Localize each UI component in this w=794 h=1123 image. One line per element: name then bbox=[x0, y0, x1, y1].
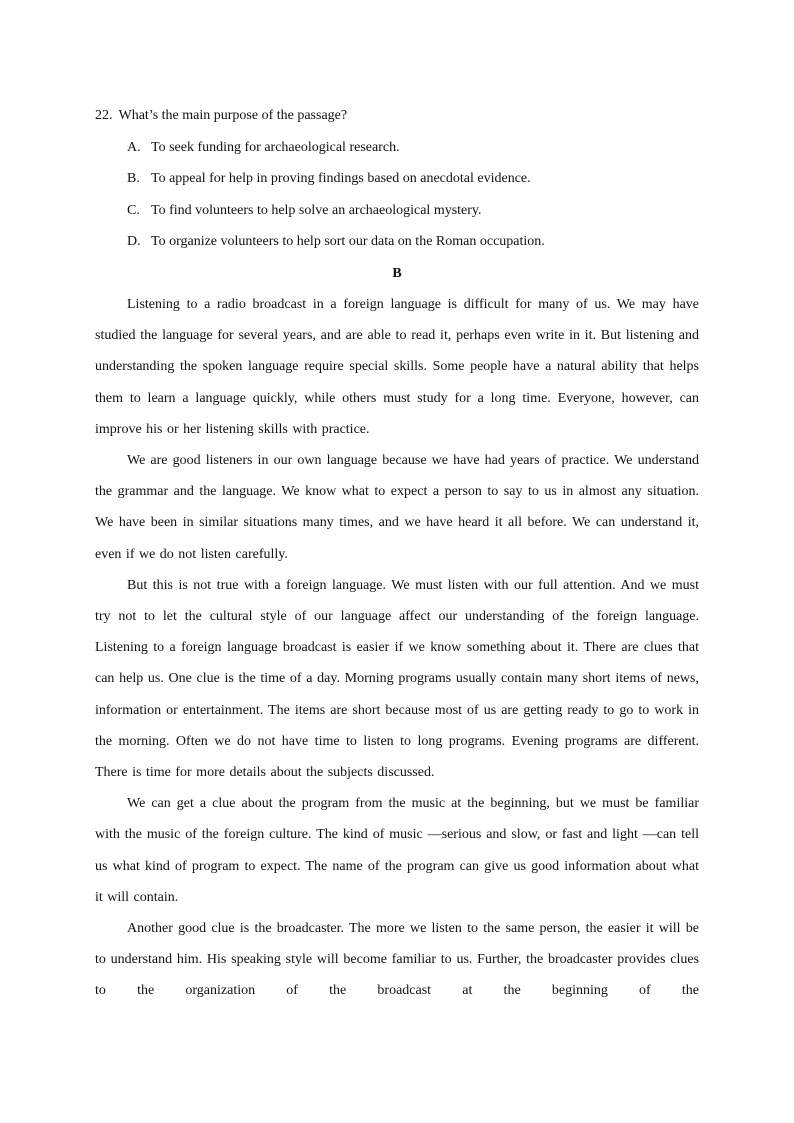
option-letter: A. bbox=[127, 139, 141, 155]
passage-paragraph-2: We are good listeners in our own language because we have had years of practice. We understand the grammar and the language. We know what to expect a person to say to us in almost any situation. We have been in similar situations many times, and we have heard it all before. We can understand it, even if we do not listen carefully. bbox=[95, 453, 699, 562]
option-text: To seek funding for archaeological research. bbox=[151, 139, 400, 155]
section-title: B bbox=[392, 265, 402, 281]
option-text: To organize volunteers to help sort our data on the Roman occupation. bbox=[151, 234, 545, 249]
option-letter: B. bbox=[127, 171, 140, 186]
document-page bbox=[95, 100, 699, 1007]
option-a bbox=[95, 132, 699, 164]
passage-paragraph-1: Listening to a radio broadcast in a foreign language is difficult for many of us. We may have studied the language for several years, and are able to read it, perhaps even write in it. But listening and understanding the spoken language require special skills. Some people have a natural ability that helps them to learn a language quickly, while others must study for a long time. Everyone, however, can improve his or her listening skills with practice. bbox=[95, 297, 699, 437]
option-b bbox=[95, 163, 699, 195]
question-stem-text: What’s the main purpose of the passage? bbox=[118, 108, 348, 123]
option-c bbox=[95, 195, 699, 227]
question-22 bbox=[95, 100, 699, 258]
passage-paragraph-5: Another good clue is the broadcaster. The more we listen to the same person, the easier it will be to understand him. His speaking style will become familiar to us. Further, the broadcaster provides clues to the organization of the broadcast at the beginning of the bbox=[95, 921, 699, 999]
option-letter: D. bbox=[127, 234, 141, 249]
question-stem bbox=[95, 100, 699, 132]
passage-paragraph-4: We can get a clue about the program from the music at the beginning, but we must be familiar with the music of the foreign culture. The kind of music —serious and slow, or fast and light —can tell us what kind of program to expect. The name of the program can give us good information about what it will contain. bbox=[95, 796, 699, 905]
option-text: To appeal for help in proving findings based on anecdotal evidence. bbox=[151, 171, 531, 186]
question-number: 22. bbox=[95, 108, 113, 123]
option-text: To find volunteers to help solve an archaeological mystery. bbox=[151, 202, 482, 218]
passage-paragraph-3: But this is not true with a foreign language. We must listen with our full attention. And we must try not to let the cultural style of our language affect our understanding of the foreign language. Listening to a foreign language broadcast is easier if we know something about it. There are clues that can help us. One clue is the time of a day. Morning programs usually contain many short items of news, information or entertainment. The items are short because most of us are getting ready to go to work in the morning. Often we do not have time to listen to long programs. Evening programs are different. There is time for more details about the subjects discussed. bbox=[95, 577, 699, 781]
option-d bbox=[95, 226, 699, 258]
option-letter: C. bbox=[127, 202, 140, 218]
passage bbox=[95, 289, 699, 1007]
